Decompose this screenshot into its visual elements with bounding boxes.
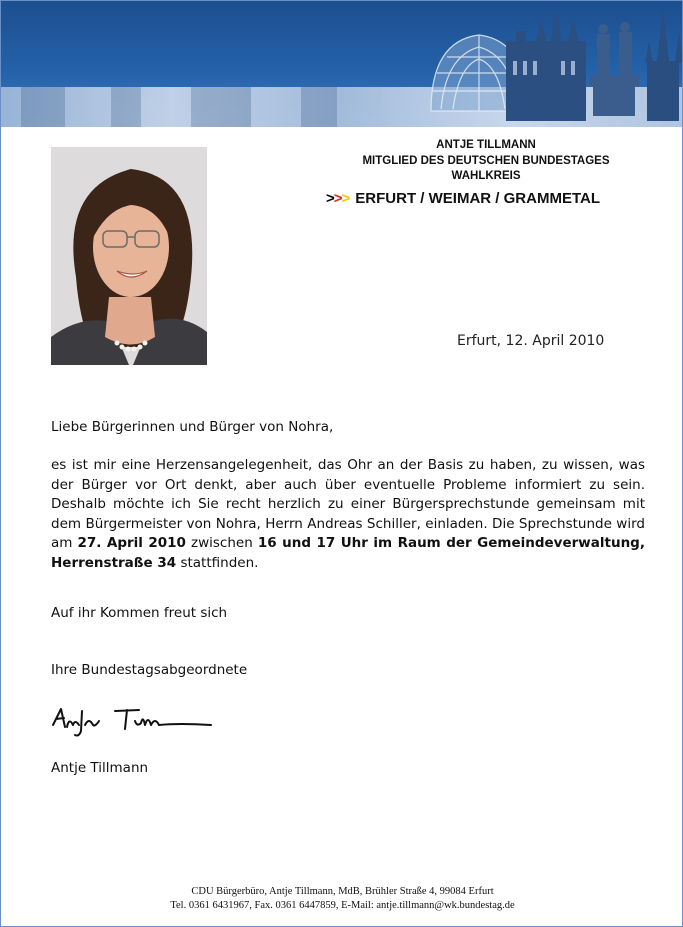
body-time-place: 16 und 17 Uhr im Raum der Gemeindeverwaltung, Herrenstraße 34 xyxy=(51,535,645,571)
footer-contact: Tel. 0361 6431967, Fax. 0361 6447859, E-Mail: antje.tillmann@wk.bundestag.de xyxy=(170,900,515,911)
region-arrows: >>> xyxy=(326,190,350,207)
sender-name: ANTJE TILLMANN xyxy=(436,139,536,151)
closing-line: Auf ihr Kommen freut sich xyxy=(51,605,228,621)
portrait-illustration xyxy=(51,147,207,365)
header-banner xyxy=(1,1,683,127)
portrait-photo xyxy=(51,147,207,365)
body-end: stattfinden. xyxy=(180,554,259,571)
district-label: WAHLKREIS xyxy=(451,170,521,182)
body-between: zwischen xyxy=(191,535,253,552)
letter-date: Erfurt, 12. April 2010 xyxy=(457,333,605,349)
salutation: Liebe Bürgerinnen und Bürger von Nohra, xyxy=(51,419,334,435)
signature-name: Antje Tillmann xyxy=(51,760,149,776)
signature-role: Ihre Bundestagsabgeordnete xyxy=(51,662,248,678)
skyline-illustration xyxy=(1,1,683,127)
handwritten-signature xyxy=(49,701,219,741)
district-region xyxy=(326,190,600,207)
region-text: ERFURT / WEIMAR / GRAMMETAL xyxy=(355,190,600,207)
body-date: 27. April 2010 xyxy=(77,535,186,552)
footer-address: CDU Bürgerbüro, Antje Tillmann, MdB, Brühler Straße 4, 99084 Erfurt xyxy=(191,886,494,897)
letter-body xyxy=(51,456,645,574)
sender-role: MITGLIED DES DEUTSCHEN BUNDESTAGES xyxy=(362,155,610,167)
body-part1: es ist mir eine Herzensangelegenheit, das Ohr an der Basis zu haben, zu wissen, was der Bürger vor Ort denkt, aber auch über eventuelle Probleme informiert zu sein. Deshalb möchte ich Sie recht herzlich zu einer Bürgersprechstunde gemeinsam mit dem Bürgermeister von Nohra, Herrn Andreas Schiller, einladen. Die Sprechstunde wird am xyxy=(51,457,645,552)
